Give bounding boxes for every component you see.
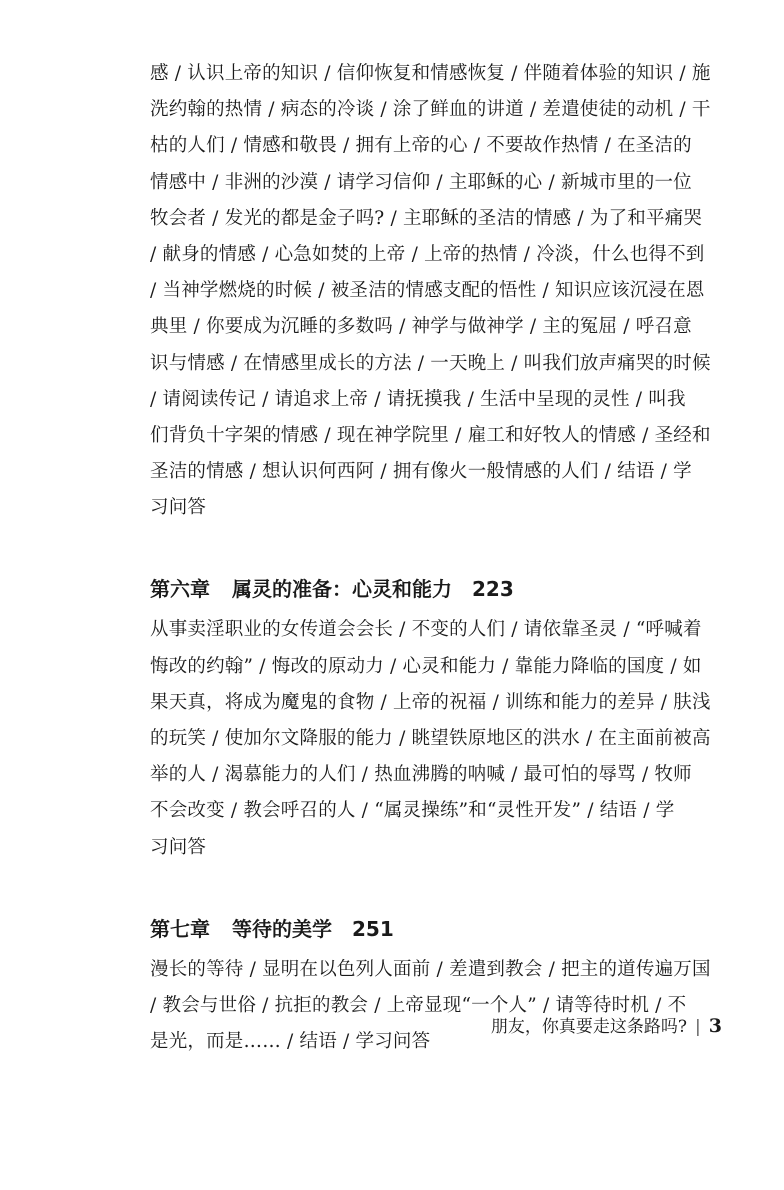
chapter-7-heading: [150, 908, 716, 950]
toc-line: 们背负十字架的情感 / 现在神学院里 / 雇工和好牧人的情感 / 圣经和: [150, 424, 711, 446]
chapter-number: 第七章: [150, 916, 210, 941]
toc-line: 是光，而是…… / 结语 / 学习问答: [150, 1031, 431, 1053]
toc-line: 举的人 / 渴慕能力的人们 / 热血沸腾的呐喊 / 最可怕的辱骂 / 牧师: [150, 764, 692, 786]
chapter-title: 等待的美学: [232, 916, 332, 941]
toc-line: 圣洁的情感 / 想认识何西阿 / 拥有像火一般情感的人们 / 结语 / 学: [150, 461, 692, 483]
footer-separator: |: [695, 1017, 701, 1037]
toc-line: 的玩笑 / 使加尔文降服的能力 / 眺望铁原地区的洪水 / 在主面前被高: [150, 728, 711, 749]
running-title: 朋友，你真要走这条路吗?: [490, 1017, 688, 1037]
toc-section-continued: [150, 56, 716, 526]
toc-line: / 教会与世俗 / 抗拒的教会 / 上帝显现“一个人” / 请等待时机 / 不: [150, 994, 687, 1016]
chapter-7-entries: [150, 952, 716, 1061]
toc-line: / 请阅读传记 / 请追求上帝 / 请抚摸我 / 生活中呈现的灵性 / 叫我: [150, 388, 686, 410]
toc-line: 习问答: [150, 497, 207, 519]
toc-line: / 当神学燃烧的时候 / 被圣洁的情感支配的悟性 / 知识应该沉浸在恩: [150, 280, 705, 302]
toc-line: 习问答: [150, 836, 207, 858]
page-footer: [491, 1012, 722, 1037]
chapter-page: 223: [472, 577, 514, 602]
toc-line: 洗约翰的热情 / 病态的冷谈 / 涂了鲜血的讲道 / 差遣使徒的动机 / 干: [150, 99, 711, 121]
toc-line: 识与情感 / 在情感里成长的方法 / 一天晚上 / 叫我们放声痛哭的时候: [150, 352, 711, 374]
toc-line: 感 / 认识上帝的知识 / 信仰恢复和情感恢复 / 伴随着体验的知识 / 施: [150, 63, 711, 84]
toc-line: 漫长的等待 / 显明在以色列人面前 / 差遣到教会 / 把主的道传遍万国: [150, 958, 711, 980]
toc-line: 情感中 / 非洲的沙漠 / 请学习信仰 / 主耶稣的心 / 新城市里的一位: [150, 171, 692, 193]
toc-line: 悔改的约翰” / 悔改的原动力 / 心灵和能力 / 靠能力降临的国度 / 如: [150, 655, 702, 677]
toc-line: 果天真，将成为魔鬼的食物 / 上帝的祝福 / 训练和能力的差异 / 肤浅: [150, 691, 711, 713]
toc-line: / 献身的情感 / 心急如焚的上帝 / 上帝的热情 / 冷淡，什么也得不到: [150, 243, 705, 265]
toc-line: 枯的人们 / 情感和敬畏 / 拥有上帝的心 / 不要故作热情 / 在圣洁的: [150, 135, 692, 157]
chapter-6-entries: [150, 612, 716, 865]
page-number: 3: [708, 1015, 722, 1037]
toc-line: 不会改变 / 教会呼召的人 / “属灵操练”和“灵性开发” / 结语 / 学: [150, 800, 675, 822]
toc-page: [150, 56, 716, 1060]
chapter-6-heading: [150, 568, 716, 610]
chapter-number: 第六章: [150, 577, 210, 602]
toc-line: 牧会者 / 发光的都是金子吗? / 主耶稣的圣洁的情感 / 为了和平痛哭: [150, 207, 703, 229]
chapter-title: 属灵的准备：心灵和能力: [232, 577, 452, 602]
chapter-page: 251: [352, 916, 394, 941]
toc-line: 典里 / 你要成为沉睡的多数吗 / 神学与做神学 / 主的冤屈 / 呼召意: [150, 316, 692, 338]
toc-line: 从事卖淫职业的女传道会会长 / 不变的人们 / 请依靠圣灵 / “呼喊着: [150, 619, 702, 641]
